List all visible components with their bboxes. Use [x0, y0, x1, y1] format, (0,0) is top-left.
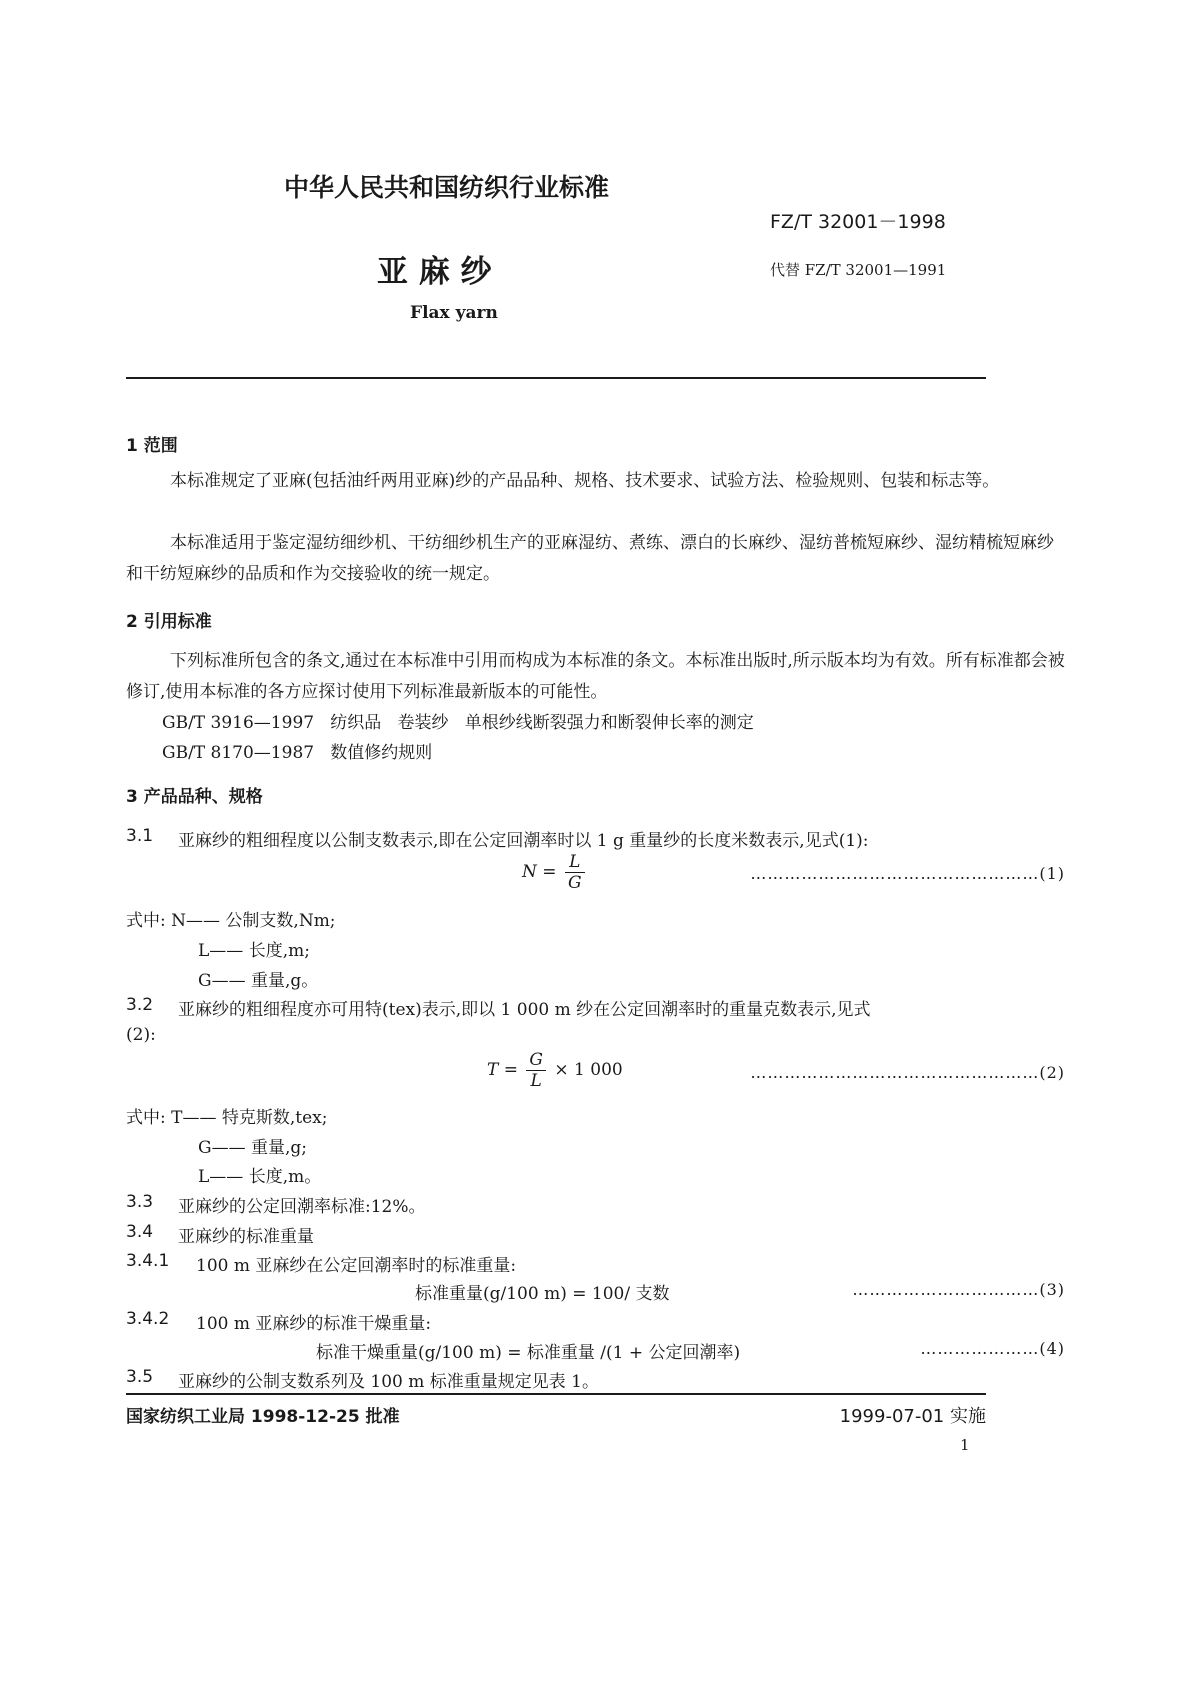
formula-1-numerator: L [565, 852, 585, 873]
section-2-paragraph-1: 下列标准所包含的条文,通过在本标准中引用而构成为本标准的条文。本标准出版时,所示版本均为有效。所有标准都会被修订,使用本标准的各方应探讨使用下列标准最新版本的可能性。 [126, 651, 1065, 702]
section-1-paragraph-1: 本标准规定了亚麻(包括油纤两用亚麻)纱的产品品种、规格、技术要求、试验方法、检验规则、包装和标志等。 [170, 471, 1000, 491]
formula-3-ref: ……………………………(3) [852, 1280, 1065, 1299]
clause-3-1-text: 亚麻纱的粗细程度以公制支数表示,即在公定回潮率时以 1 g 重量纱的长度米数表示,见式(1): [178, 831, 869, 851]
formula-2-numerator: G [526, 1050, 546, 1071]
formula-2 [487, 1050, 623, 1091]
formula-2-fraction [526, 1050, 546, 1091]
effective-date: 1999-07-01 实施 [839, 1406, 986, 1427]
section-1-heading: 1 范围 [126, 436, 178, 456]
section-1-paragraph-2: 本标准适用于鉴定湿纺细纱机、干纺细纱机生产的亚麻湿纺、煮练、漂白的长麻纱、湿纺普梳短麻纱、湿纺精梳短麻纱和干纺短麻纱的品质和作为交接验收的统一规定。 [126, 533, 1054, 584]
formula-4-ref: …………………(4) [920, 1339, 1065, 1358]
clause-3-4-2-number: 3.4.2 [126, 1309, 170, 1329]
clause-3-3-text: 亚麻纱的公定回潮率标准:12%。 [178, 1197, 426, 1217]
clause-3-5-number: 3.5 [126, 1367, 154, 1387]
formula-2-denominator: L [530, 1071, 542, 1091]
approval-line: 国家纺织工业局 1998-12-25 批准 [126, 1407, 400, 1427]
formula-1 [522, 852, 588, 893]
reference-1: GB/T 3916—1997 纺织品 卷装纱 单根纱线断裂强力和断裂伸长率的测定 [162, 713, 754, 733]
clause-3-4-1-number: 3.4.1 [126, 1251, 170, 1271]
clause-3-2-number: 3.2 [126, 995, 154, 1015]
formula-1-fraction [565, 852, 585, 893]
clause-3-4-number: 3.4 [126, 1222, 154, 1242]
formula-2-lhs: T = [487, 1060, 518, 1080]
formula-1-ref: ……………………………………………(1) [750, 864, 1065, 883]
formula-2-rhs: × 1 000 [554, 1060, 623, 1080]
formula-2-where-2: G—— 重量,g; [198, 1138, 307, 1158]
reference-2: GB/T 8170—1987 数值修约规则 [162, 743, 433, 763]
formula-3: 标准重量(g/100 m) = 100/ 支数 [415, 1284, 670, 1304]
formula-2-where-1: 式中: T—— 特克斯数,tex; [126, 1108, 328, 1128]
replaces-note: 代替 FZ/T 32001—1991 [770, 261, 947, 279]
formula-2-ref: ……………………………………………(2) [750, 1063, 1065, 1082]
clause-3-4-2-text: 100 m 亚麻纱的标准干燥重量: [196, 1314, 432, 1334]
clause-3-2-text: 亚麻纱的粗细程度亦可用特(tex)表示,即以 1 000 m 纱在公定回潮率时的重量克数表示,见式 [178, 1000, 871, 1020]
clause-3-5-text: 亚麻纱的公制支数系列及 100 m 标准重量规定见表 1。 [178, 1372, 599, 1392]
standard-number: FZ/T 32001－1998 [770, 211, 946, 233]
english-title: Flax yarn [410, 303, 498, 323]
clause-3-4-1-text: 100 m 亚麻纱在公定回潮率时的标准重量: [196, 1256, 517, 1276]
clause-3-4-text: 亚麻纱的标准重量 [178, 1227, 314, 1247]
clause-3-3-number: 3.3 [126, 1192, 154, 1212]
footer-divider [126, 1393, 986, 1395]
formula-2-where-3: L—— 长度,m。 [198, 1167, 322, 1187]
document-title: 亚 麻 纱 [377, 254, 492, 290]
header-divider [126, 377, 986, 379]
clause-3-2-continuation: (2): [126, 1025, 156, 1045]
section-3-heading: 3 产品品种、规格 [126, 787, 263, 807]
formula-1-where-2: L—— 长度,m; [198, 941, 310, 961]
page-number: 1 [960, 1436, 970, 1454]
clause-3-1-number: 3.1 [126, 826, 154, 846]
formula-1-denominator: G [567, 873, 582, 893]
formula-1-where-1: 式中: N—— 公制支数,Nm; [126, 911, 336, 931]
formula-4: 标准干燥重量(g/100 m) = 标准重量 /(1 + 公定回潮率) [316, 1343, 741, 1363]
section-2-heading: 2 引用标准 [126, 612, 212, 632]
formula-1-where-3: G—— 重量,g。 [198, 971, 319, 991]
org-title: 中华人民共和国纺织行业标准 [284, 173, 610, 202]
formula-1-lhs: N = [522, 862, 557, 882]
